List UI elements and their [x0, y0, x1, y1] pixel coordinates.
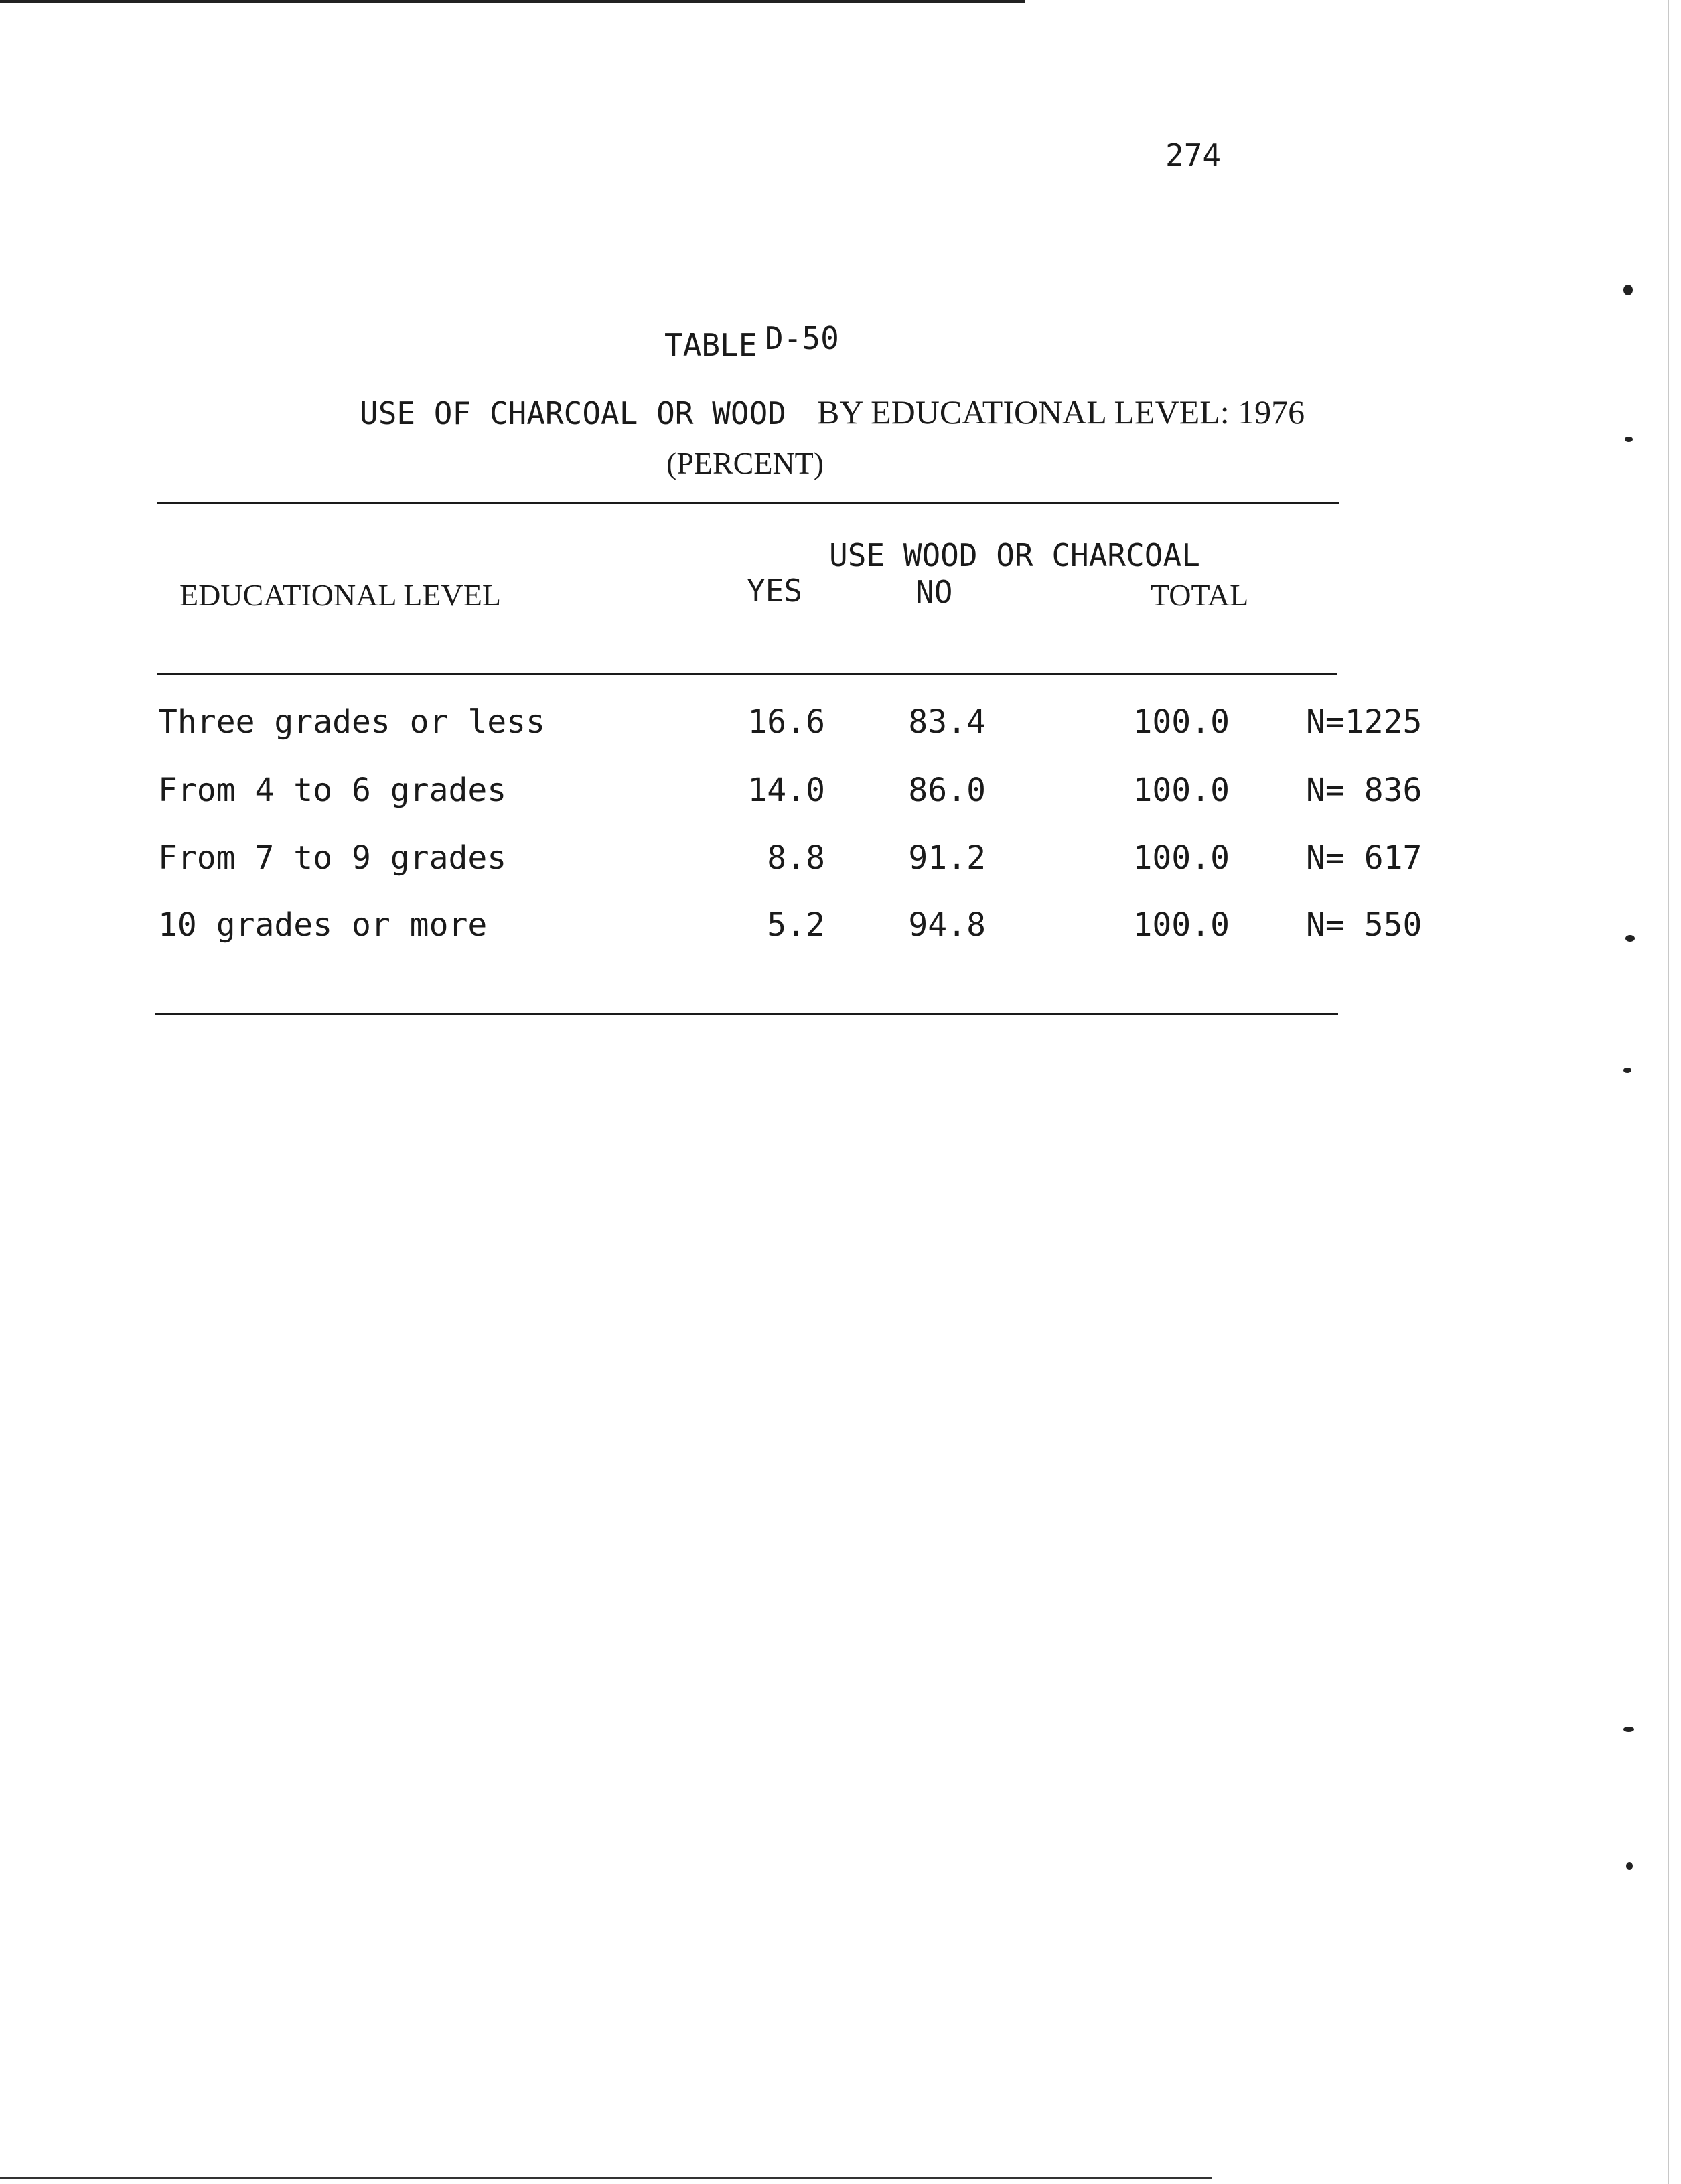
scan-edge-bottom [0, 2177, 1212, 2179]
table-header-rule [157, 673, 1337, 675]
row-yes: 16.6 [747, 703, 825, 741]
table-title-line3: (PERCENT) [666, 446, 824, 480]
row-n: N= 836 [1306, 772, 1422, 809]
row-total: 100.0 [1132, 703, 1230, 741]
column-header-no: NO [916, 574, 953, 610]
table-bottom-rule [155, 1013, 1338, 1015]
row-no: 83.4 [908, 703, 986, 741]
row-total: 100.0 [1132, 772, 1230, 809]
row-total: 100.0 [1132, 906, 1230, 944]
row-level: From 7 to 9 grades [158, 839, 507, 877]
row-level: Three grades or less [158, 703, 545, 741]
row-n: N=1225 [1306, 703, 1422, 741]
column-header-level: EDUCATIONAL LEVEL [179, 578, 501, 612]
scan-speck [1626, 1862, 1633, 1870]
table-title-line1: USE OF CHARCOAL OR WOOD [360, 395, 786, 431]
row-no: 86.0 [908, 772, 986, 809]
row-yes: 5.2 [767, 906, 825, 944]
row-n: N= 617 [1306, 839, 1422, 877]
column-header-total: TOTAL [1151, 578, 1249, 612]
scan-speck [1625, 437, 1633, 442]
row-yes: 8.8 [767, 839, 825, 877]
table-label: TABLE [664, 327, 757, 363]
scan-edge-top [0, 0, 1025, 3]
scan-speck [1623, 1727, 1634, 1732]
column-group-header: USE WOOD OR CHARCOAL [829, 537, 1200, 573]
row-total: 100.0 [1132, 839, 1230, 877]
row-level: From 4 to 6 grades [158, 772, 507, 809]
scan-speck [1623, 285, 1633, 295]
scan-speck [1623, 1068, 1631, 1073]
table-title-line2: BY EDUCATIONAL LEVEL: 1976 [817, 393, 1305, 431]
row-no: 94.8 [908, 906, 986, 944]
scan-speck [1625, 935, 1635, 942]
row-yes: 14.0 [747, 772, 825, 809]
table-top-rule [157, 502, 1339, 504]
row-n: N= 550 [1306, 906, 1422, 944]
table-id: D-50 [765, 320, 839, 356]
row-no: 91.2 [908, 839, 986, 877]
scan-edge-right [1668, 0, 1669, 2184]
row-level: 10 grades or more [158, 906, 488, 944]
page-number: 274 [1165, 137, 1222, 173]
column-header-yes: YES [747, 573, 803, 609]
